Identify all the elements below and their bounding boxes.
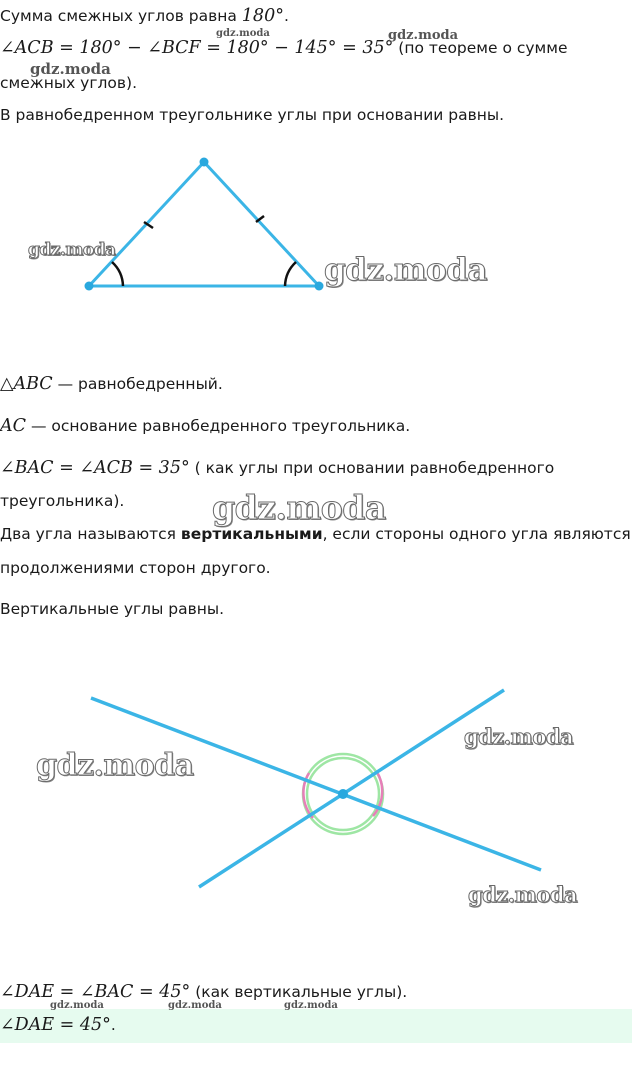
point-c <box>315 282 324 291</box>
text: смежных углов). <box>0 74 138 92</box>
paragraph-vertical-def-cont <box>0 559 271 577</box>
text: — основание равнобедренного треугольника. <box>26 417 411 435</box>
text: В равнобедренном треугольнике углы при основании равны. <box>0 106 505 124</box>
math-dae-bac: ∠DAE = ∠BAC = 45° <box>0 982 191 1002</box>
watermark: gdz.moda <box>388 28 459 43</box>
watermark: gdz.moda <box>50 1000 104 1011</box>
paragraph-dae-vertical <box>0 982 407 1002</box>
watermark: gdz.moda <box>468 882 578 907</box>
math-bac-acb: ∠BAC = ∠ACB = 35° <box>0 458 190 478</box>
side-bc <box>204 162 319 286</box>
watermark: gdz.moda <box>324 252 487 288</box>
line-2 <box>199 690 504 887</box>
watermark: gdz.moda <box>30 60 111 78</box>
intersection-point <box>338 789 348 799</box>
point-a <box>85 282 94 291</box>
paragraph-ac-base <box>0 416 410 436</box>
triangle-diagram <box>0 0 632 340</box>
watermark: gdz.moda <box>284 1000 338 1011</box>
watermark: gdz.moda <box>28 240 116 260</box>
text: Вертикальные углы равны. <box>0 600 225 618</box>
term-vertical: вертикальными <box>180 525 323 543</box>
paragraph-bac-equals <box>0 458 554 478</box>
text: (как вертикальные углы). <box>190 983 408 1001</box>
paragraph-vertical-def <box>0 525 631 543</box>
watermark: gdz.moda <box>212 488 386 527</box>
text: (по теореме о сумме <box>393 39 568 57</box>
math-dae-answer: ∠DAE = 45° <box>0 1015 111 1035</box>
paragraph-vertical-equal <box>0 600 224 618</box>
text-end: . <box>110 1016 116 1034</box>
text: , если стороны одного угла являются <box>322 525 631 543</box>
math-abc: △ABC <box>0 374 53 394</box>
text: продолжениями сторон другого. <box>0 559 271 577</box>
watermark: gdz.moda <box>464 724 574 749</box>
text-end: . <box>283 7 289 25</box>
text: Два угла называются <box>0 525 181 543</box>
angle-arc-c <box>285 262 296 286</box>
watermark: gdz.moda <box>36 748 194 783</box>
paragraph-abc-isosceles <box>0 374 223 394</box>
text: треугольника). <box>0 492 125 510</box>
answer-line <box>0 1015 116 1035</box>
math-ac: AC <box>0 416 27 436</box>
watermark: gdz.moda <box>168 1000 222 1011</box>
math-acb-calc: ∠ACB = 180° − ∠BCF = 180° − 145° = 35° <box>0 38 394 58</box>
math-180: 180° <box>241 6 284 26</box>
watermark: gdz.moda <box>216 28 270 39</box>
text: ( как углы при основании равнобедренного <box>189 459 555 477</box>
text: Сумма смежных углов равна <box>0 7 242 25</box>
text: — равнобедренный. <box>52 375 223 393</box>
paragraph-bac-equals-cont <box>0 492 124 510</box>
angle-arc-a <box>112 262 123 286</box>
point-b <box>200 158 209 167</box>
answer-box <box>0 1009 632 1043</box>
